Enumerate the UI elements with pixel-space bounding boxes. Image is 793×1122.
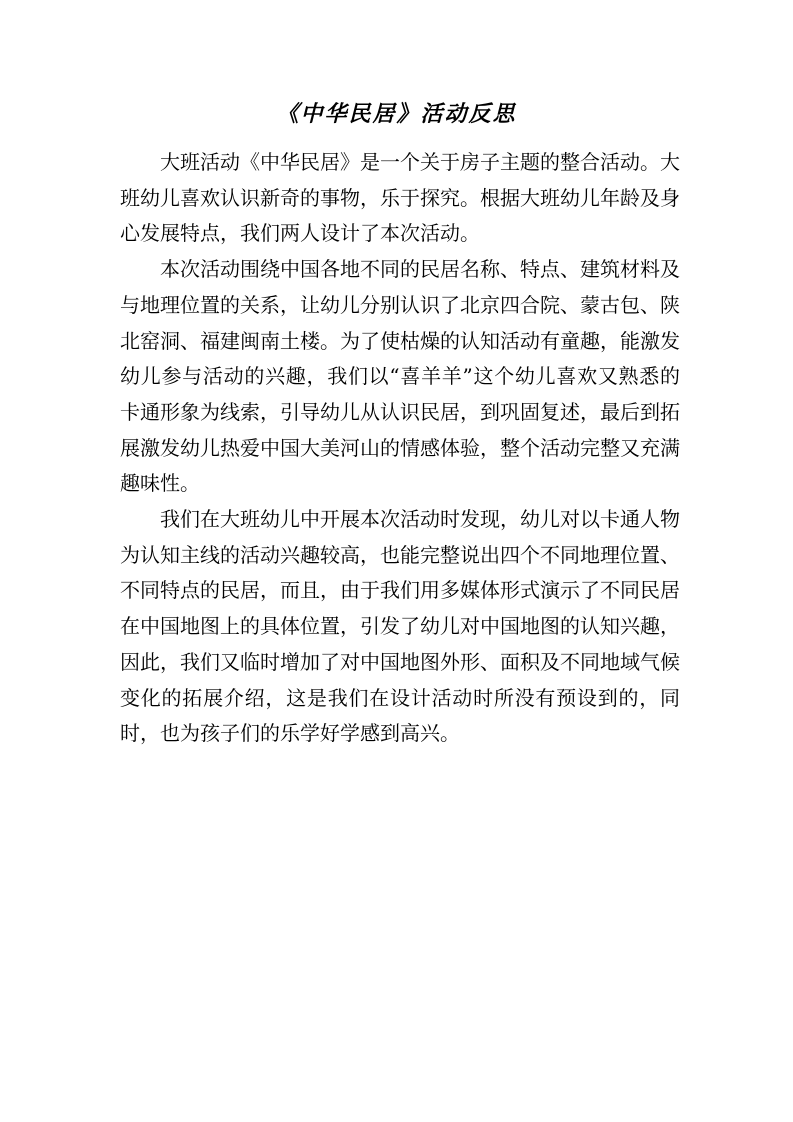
paragraph-reflection: 我们在大班幼儿中开展本次活动时发现，幼儿对以卡通人物为认知主线的活动兴趣较高，也能完整说出四个不同地理位置、不同特点的民居，而且，由于我们用多媒体形式演示了不同民居在中国地图上的具体位置，引发了幼儿对中国地图的认知兴趣，因此，我们又临时增加了对中国地图外形、面积及不同地域气候变化的拓展介绍，这是我们在设计活动时所没有预设到的，同时，也为孩子们的乐学好学感到高兴。 (120, 507, 680, 746)
document-body (120, 145, 680, 752)
document-title: 《中华民居》活动反思 (276, 102, 517, 127)
paragraph-intro: 大班活动《中华民居》是一个关于房子主题的整合活动。大班幼儿喜欢认识新奇的事物，乐于探究。根据大班幼儿年龄及身心发展特点，我们两人设计了本次活动。 (120, 150, 680, 246)
paragraph-activity-content: 本次活动围绕中国各地不同的民居名称、特点、建筑材料及与地理位置的关系，让幼儿分别认识了北京四合院、蒙古包、陕北窑洞、福建闽南土楼。为了使枯燥的认知活动有童趣，能激发幼儿参与活动的兴趣，我们以“喜羊羊”这个幼儿喜欢又熟悉的卡通形象为线索，引导幼儿从认识民居，到巩固复述，最后到拓展激发幼儿热爱中国大美河山的情感体验，整个活动完整又充满趣味性。 (120, 257, 680, 496)
